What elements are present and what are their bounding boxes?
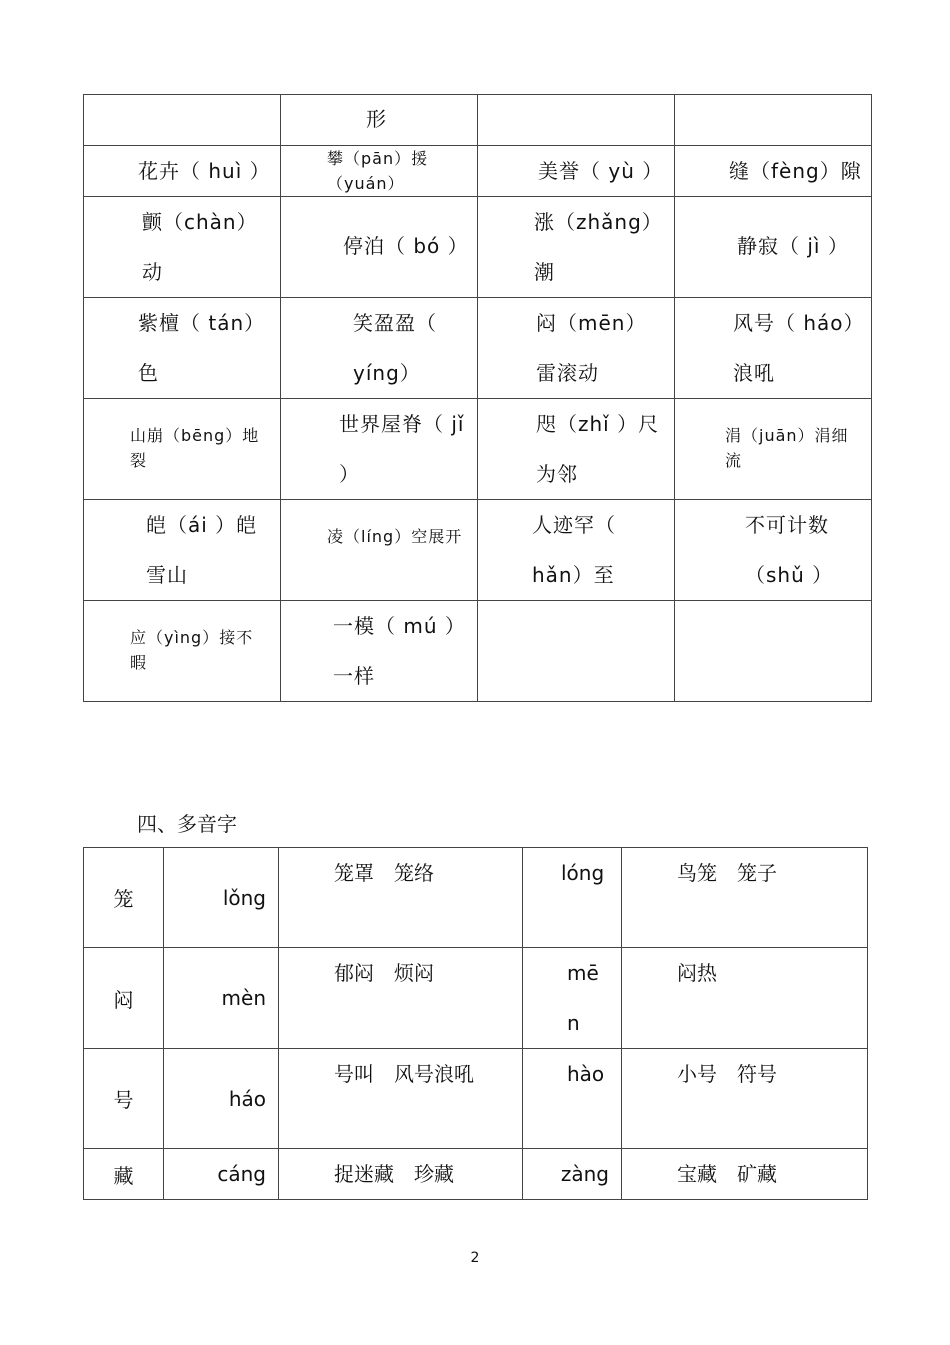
pinyin-1: mèn — [221, 986, 266, 1010]
pinyin-2: zàng — [560, 1162, 609, 1186]
vocab-cell: 闷（mēn）雷滚动 — [478, 298, 675, 399]
pinyin-1: cáng — [217, 1162, 266, 1186]
pinyin-1: lǒng — [222, 885, 266, 910]
vocab-cell: 不可计数（shǔ ） — [675, 500, 872, 601]
table-row — [84, 848, 868, 948]
pinyin-2: hào — [567, 1062, 605, 1086]
pinyin-2: mēn — [567, 961, 599, 1035]
words-1: 郁闷 烦闷 — [334, 961, 434, 985]
vocab-cell — [478, 95, 675, 146]
vocab-cell: 人迹罕（ hǎn）至 — [478, 500, 675, 601]
table-row — [84, 1049, 868, 1149]
words-2: 小号 符号 — [677, 1062, 777, 1086]
vocab-cell: 停泊（ bó ） — [281, 197, 478, 298]
words-1: 号叫 风号浪吼 — [334, 1062, 474, 1086]
vocabulary-table — [83, 94, 872, 702]
vocab-cell — [675, 601, 872, 702]
words-2: 闷热 — [677, 961, 717, 985]
vocab-cell: 颤（chàn）动 — [84, 197, 281, 298]
vocab-cell: 笑盈盈（ yíng） — [281, 298, 478, 399]
vocab-cell: 花卉（ huì ） — [84, 146, 281, 197]
vocab-cell: 攀（pān）援（yuán） — [281, 146, 478, 197]
vocab-cell: 咫（zhǐ ）尺为邻 — [478, 399, 675, 500]
table-row — [84, 948, 868, 1049]
pinyin-2: lóng — [561, 861, 605, 885]
vocab-cell: 涓（juān）涓细流 — [675, 399, 872, 500]
vocab-cell — [84, 95, 281, 146]
vocab-cell: 一模（ mú ）一样 — [281, 601, 478, 702]
polyphone-char: 号 — [84, 1049, 164, 1149]
vocab-cell: 形 — [281, 95, 478, 146]
words-1: 捉迷藏 珍藏 — [334, 1162, 454, 1186]
vocab-cell: 静寂（ jì ） — [675, 197, 872, 298]
vocab-cell: 美誉（ yù ） — [478, 146, 675, 197]
vocab-cell — [478, 601, 675, 702]
vocab-cell: 应（yìng）接不暇 — [84, 601, 281, 702]
vocab-cell: 风号（ háo）浪吼 — [675, 298, 872, 399]
vocab-cell: 凌（líng）空展开 — [281, 500, 478, 601]
words-2: 鸟笼 笼子 — [677, 861, 777, 885]
vocab-cell: 山崩（bēng）地裂 — [84, 399, 281, 500]
vocab-cell: 涨（zhǎng）潮 — [478, 197, 675, 298]
polyphone-char: 笼 — [84, 848, 164, 948]
polyphone-char: 藏 — [84, 1149, 164, 1200]
words-2: 宝藏 矿藏 — [677, 1162, 777, 1186]
section-heading: 四、多音字 — [137, 812, 237, 836]
vocab-cell: 皑（ái ）皑雪山 — [84, 500, 281, 601]
pinyin-1: háo — [228, 1086, 266, 1111]
polyphone-table — [83, 847, 868, 1200]
table-row — [84, 1149, 868, 1200]
vocab-cell — [675, 95, 872, 146]
words-1: 笼罩 笼络 — [334, 861, 434, 885]
vocab-cell: 紫檀（ tán）色 — [84, 298, 281, 399]
vocab-cell: 缝（fèng）隙 — [675, 146, 872, 197]
page-number: 2 — [470, 1250, 480, 1266]
polyphone-char: 闷 — [84, 948, 164, 1049]
vocab-cell: 世界屋脊（ jǐ ） — [281, 399, 478, 500]
